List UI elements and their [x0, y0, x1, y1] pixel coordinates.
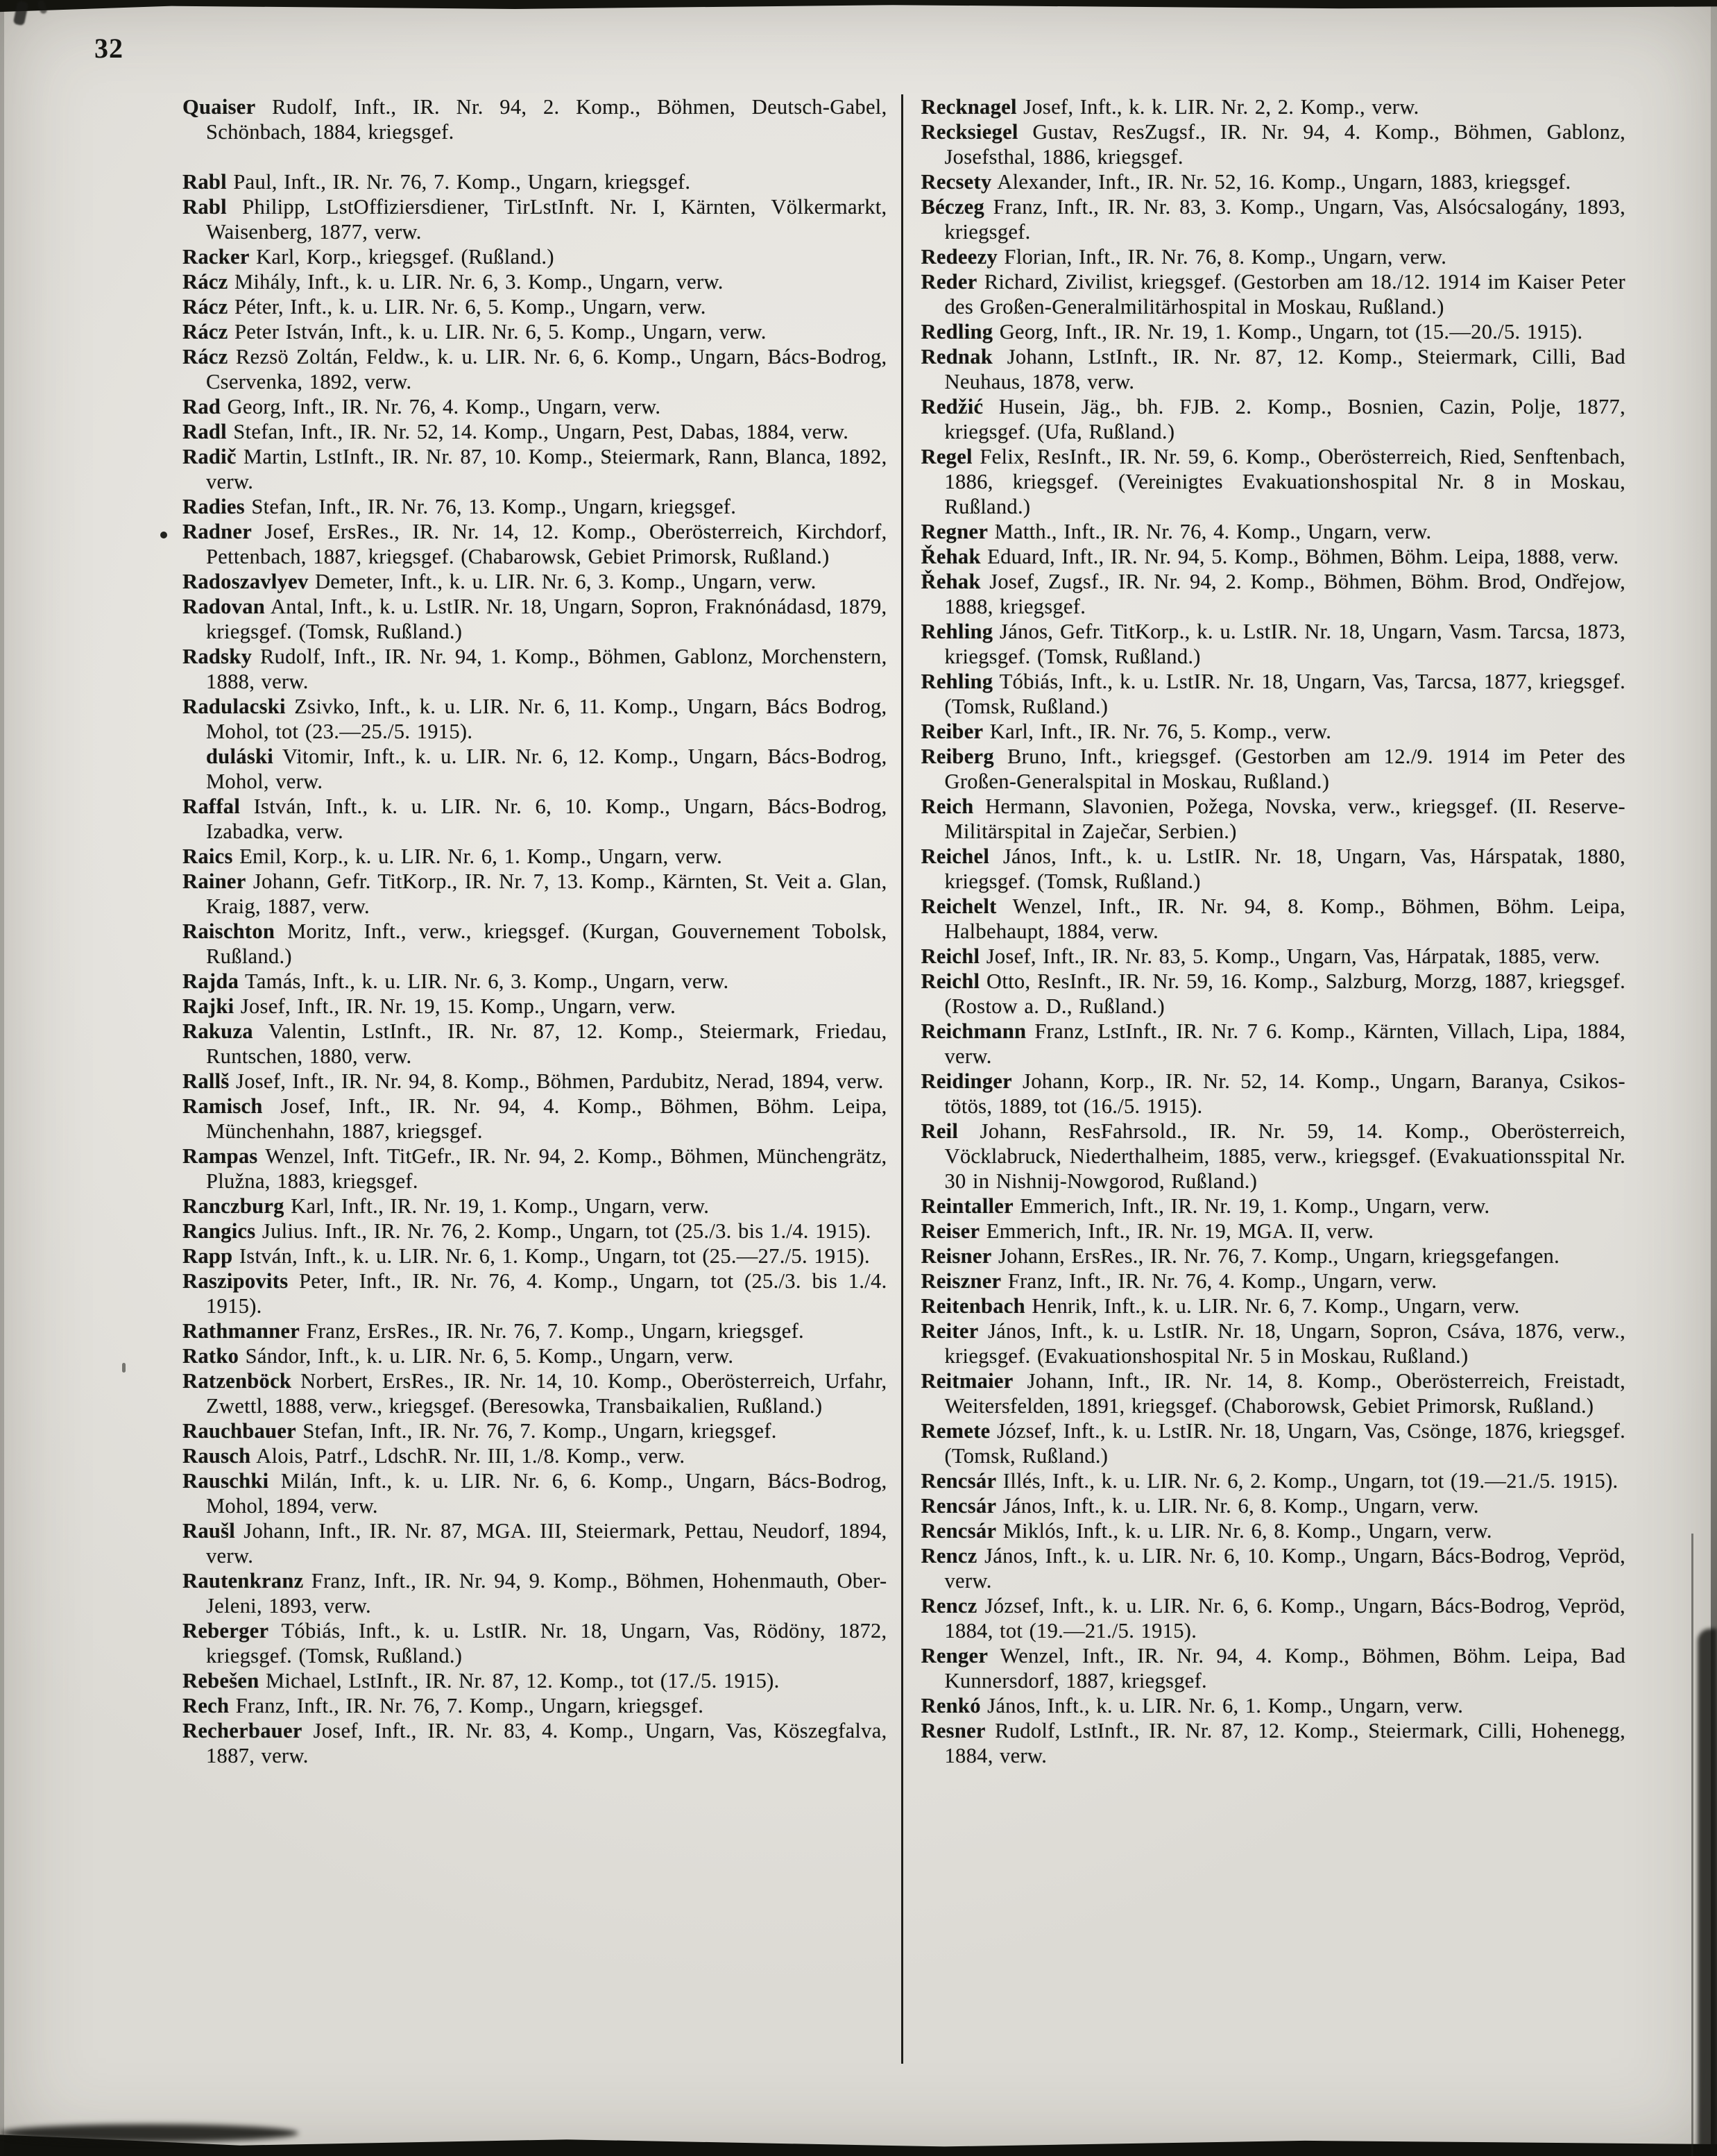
casualty-entry — [182, 1194, 887, 1219]
casualty-entry — [182, 994, 887, 1019]
casualty-entry — [921, 744, 1626, 794]
casualty-entry — [921, 1293, 1626, 1318]
casualty-entry — [921, 1219, 1626, 1243]
entry-details: Julius. Inft., IR. Nr. 76, 2. Komp., Ungarn, tot (25./3. bis 1./4. 1915). — [255, 1219, 871, 1243]
entry-details: István, Inft., k. u. LIR. Nr. 6, 10. Komp., Ungarn, Bács-Bodrog, Izabadka, verw. — [206, 795, 887, 843]
entry-details: Felix, ResInft., IR. Nr. 59, 6. Komp., Oberösterreich, Ried, Senftenbach, 1886, kriegsgef. (Vereinigtes Evakuationshospital Nr. 8 in Moskau, Rußland.) — [944, 445, 1625, 518]
entry-surname: Raszipovits — [182, 1269, 289, 1293]
entry-surname: Ramisch — [182, 1094, 263, 1118]
entry-surname: Reiter — [921, 1319, 979, 1343]
casualty-entry — [182, 1094, 887, 1144]
casualty-entry — [182, 244, 887, 269]
entry-surname: Redžić — [921, 395, 984, 418]
casualty-entry — [182, 494, 887, 519]
entry-details: Franz, Inft., IR. Nr. 76, 7. Komp., Ungarn, kriegsgef. — [229, 1694, 704, 1717]
entry-details: Franz, Inft., IR. Nr. 83, 3. Komp., Ungarn, Vas, Alsócsalogány, 1893, kriegsgef. — [944, 195, 1625, 244]
entry-surname: Resner — [921, 1719, 986, 1742]
entry-surname: Recknagel — [921, 95, 1017, 119]
entry-details: Josef, ErsRes., IR. Nr. 14, 12. Komp., Oberösterreich, Kirchdorf, Pettenbach, 1887, kriegsgef. (Chabarowsk, Gebiet Primorsk, Rußland.) — [206, 520, 887, 568]
entry-details: Demeter, Inft., k. u. LIR. Nr. 6, 3. Komp., Ungarn, verw. — [308, 570, 817, 593]
casualty-entry — [921, 1718, 1626, 1768]
casualty-entry — [182, 1418, 887, 1443]
entry-details: Alois, Patrf., LdschR. Nr. III, 1./8. Komp., verw. — [250, 1444, 685, 1468]
casualty-entry — [921, 1468, 1626, 1493]
casualty-entry — [182, 594, 887, 644]
casualty-entry — [182, 444, 887, 494]
page-number: 32 — [94, 33, 123, 64]
entry-surname: Rabl — [182, 195, 227, 219]
entry-surname: Béczeg — [921, 195, 985, 219]
entry-details: Henrik, Inft., k. u. LIR. Nr. 6, 7. Komp., Ungarn, verw. — [1025, 1294, 1520, 1318]
entry-details: Josef, Inft., IR. Nr. 83, 4. Komp., Ungarn, Vas, Köszegfalva, 1887, verw. — [206, 1719, 887, 1767]
entry-surname: Redling — [921, 320, 993, 343]
casualty-entry — [182, 1019, 887, 1069]
scan-edge-top — [0, 0, 1717, 12]
casualty-entry — [182, 394, 887, 419]
entry-surname: Radoszavlyev — [182, 570, 309, 593]
casualty-entry — [921, 1493, 1626, 1518]
entry-surname: Rehling — [921, 620, 993, 643]
entry-surname: Raušl — [182, 1519, 236, 1543]
casualty-entry — [182, 744, 887, 794]
entry-surname: Rácz — [182, 270, 228, 294]
casualty-entry — [182, 344, 887, 394]
casualty-entry — [921, 269, 1626, 319]
entry-surname: Radl — [182, 420, 227, 443]
casualty-entry — [182, 1368, 887, 1418]
casualty-entry — [921, 244, 1626, 269]
casualty-entry — [921, 1243, 1626, 1268]
entry-details: Richard, Zivilist, kriegsgef. (Gestorben am 18./12. 1914 im Kaiser Peter des Großen-Generalmilitärhospital in Moskau, Rußland.) — [944, 270, 1625, 319]
entry-details: Eduard, Inft., IR. Nr. 94, 5. Komp., Böhmen, Böhm. Leipa, 1888, verw. — [980, 545, 1619, 568]
entry-surname: Rangics — [182, 1219, 256, 1243]
entry-surname: Reitenbach — [921, 1294, 1025, 1318]
entry-details: Franz, LstInft., IR. Nr. 7 6. Komp., Kärnten, Villach, Lipa, 1884, verw. — [944, 1019, 1625, 1068]
entry-surname: Ratzenböck — [182, 1369, 292, 1393]
entry-surname: Reidinger — [921, 1069, 1012, 1093]
scan-edge-left — [0, 0, 4, 2156]
entry-surname: Rauschki — [182, 1469, 269, 1493]
entry-details: Zsivko, Inft., k. u. LIR. Nr. 6, 11. Komp., Ungarn, Bács Bodrog, Mohol, tot (23.—25./5. 1915). — [206, 695, 887, 743]
casualty-entry — [182, 419, 887, 444]
entry-surname: Reitmaier — [921, 1369, 1014, 1393]
entry-surname: Rautenkranz — [182, 1569, 304, 1593]
entry-details: Franz, Inft., IR. Nr. 76, 4. Komp., Ungarn, verw. — [1001, 1269, 1437, 1293]
entry-details: János, Gefr. TitKorp., k. u. LstIR. Nr. 18, Ungarn, Vasm. Tarcsa, 1873, kriegsgef. (Tomsk, Rußland.) — [944, 620, 1625, 668]
entry-details: Karl, Korp., kriegsgef. (Rußland.) — [249, 245, 554, 269]
entry-surname: Rencz — [921, 1594, 977, 1618]
casualty-entry — [182, 1268, 887, 1318]
casualty-list — [182, 94, 1625, 2064]
entry-details: Alexander, Inft., IR. Nr. 52, 16. Komp., Ungarn, 1883, kriegsgef. — [991, 170, 1571, 194]
entry-details: Josef, Zugsf., IR. Nr. 94, 2. Komp., Böhmen, Böhm. Brod, Ondřejow, 1888, kriegsgef. — [944, 570, 1625, 618]
entry-surname: Rencz — [921, 1544, 977, 1568]
entry-details: Stefan, Inft., IR. Nr. 52, 14. Komp., Ungarn, Pest, Dabas, 1884, verw. — [226, 420, 849, 443]
entry-details: Josef, Inft., IR. Nr. 83, 5. Komp., Ungarn, Vas, Hárpatak, 1885, verw. — [980, 944, 1600, 968]
entry-surname: Rednak — [921, 345, 993, 368]
entry-surname: Reiser — [921, 1219, 980, 1243]
casualty-entry — [921, 1518, 1626, 1543]
casualty-entry — [921, 969, 1626, 1019]
entry-details: Josef, Inft., IR. Nr. 94, 4. Komp., Böhmen, Böhm. Leipa, Münchenhahn, 1887, kriegsgef. — [206, 1094, 887, 1143]
column-divider — [901, 94, 903, 2064]
casualty-entry — [182, 1443, 887, 1468]
left-column — [182, 94, 887, 2064]
entry-details: Miklós, Inft., k. u. LIR. Nr. 6, 8. Komp., Ungarn, verw. — [996, 1519, 1492, 1543]
casualty-entry — [182, 644, 887, 694]
entry-details: Georg, Inft., IR. Nr. 19, 1. Komp., Ungarn, tot (15.—20./5. 1915). — [993, 320, 1583, 343]
entry-surname: Reichel — [921, 844, 990, 868]
scan-corner-bottom-right — [1698, 1629, 1717, 2156]
entry-details: Karl, Inft., IR. Nr. 76, 5. Komp., verw. — [983, 720, 1332, 743]
entry-surname: Rácz — [182, 320, 228, 343]
entry-surname: Rainer — [182, 869, 246, 893]
entry-details: Emmerich, Inft., IR. Nr. 19, 1. Komp., Ungarn, verw. — [1013, 1194, 1490, 1218]
casualty-entry — [182, 1618, 887, 1668]
casualty-entry — [921, 1194, 1626, 1219]
entry-surname: Radulacski — [182, 695, 286, 718]
casualty-entry — [182, 519, 887, 569]
casualty-entry — [182, 1243, 887, 1268]
entry-details: Michael, LstInft., IR. Nr. 87, 12. Komp., tot (17./5. 1915). — [259, 1669, 780, 1692]
entry-details: Josef, Inft., k. k. LIR. Nr. 2, 2. Komp., verw. — [1016, 95, 1419, 119]
entry-surname: Reichl — [921, 944, 980, 968]
entry-surname: Reisner — [921, 1244, 992, 1268]
casualty-entry — [921, 194, 1626, 244]
entry-surname: Rebešen — [182, 1669, 259, 1692]
casualty-entry — [921, 1543, 1626, 1593]
entry-surname: Reich — [921, 795, 974, 818]
casualty-entry — [921, 394, 1626, 444]
entry-details: Péter, Inft., k. u. LIR. Nr. 6, 5. Komp., Ungarn, verw. — [228, 295, 706, 319]
casualty-entry — [182, 1518, 887, 1568]
entry-surname: Recsety — [921, 170, 992, 194]
casualty-entry — [182, 694, 887, 744]
entry-details: Tóbiás, Inft., k. u. LstIR. Nr. 18, Ungarn, Vas, Tarcsa, 1877, kriegsgef. (Tomsk, Rußland.) — [944, 670, 1625, 718]
entry-details: Peter, Inft., IR. Nr. 76, 4. Komp., Ungarn, tot (25./3. bis 1./4. 1915). — [206, 1269, 887, 1318]
entry-details: Georg, Inft., IR. Nr. 76, 4. Komp., Ungarn, verw. — [221, 395, 661, 418]
entry-details: Moritz, Inft., verw., kriegsgef. (Kurgan, Gouvernement Tobolsk, Rußland.) — [206, 919, 887, 968]
entry-surname: Recksiegel — [921, 120, 1018, 144]
entry-surname: Ratko — [182, 1344, 239, 1368]
entry-surname: Řehak — [921, 545, 981, 568]
entry-surname: Recherbauer — [182, 1719, 302, 1742]
entry-surname: Radovan — [182, 595, 266, 618]
entry-surname: Rehling — [921, 670, 993, 693]
entry-details: János, Inft., k. u. LIR. Nr. 6, 8. Komp., Ungarn, verw. — [996, 1494, 1479, 1518]
casualty-entry — [921, 1069, 1626, 1119]
entry-details: Franz, ErsRes., IR. Nr. 76, 7. Komp., Ungarn, kriegsgef. — [300, 1319, 804, 1343]
entry-surname: Rencsár — [921, 1519, 997, 1543]
entry-surname: Rencsár — [921, 1494, 997, 1518]
casualty-entry — [921, 119, 1626, 169]
entry-surname: Raffal — [182, 795, 241, 818]
casualty-entry — [921, 719, 1626, 744]
entry-details: Tóbiás, Inft., k. u. LstIR. Nr. 18, Ungarn, Vas, Rödöny, 1872, kriegsgef. (Tomsk, Rußland.) — [206, 1619, 887, 1667]
entry-surname: duláski — [206, 745, 274, 768]
entry-surname: Rausch — [182, 1444, 251, 1468]
entry-surname: Redeezy — [921, 245, 998, 269]
casualty-entry — [921, 944, 1626, 969]
entry-details: József, Inft., k. u. LIR. Nr. 6, 6. Komp., Ungarn, Bács-Bodrog, Vepröd, 1884, tot (19.—21./5. 1915). — [944, 1594, 1625, 1643]
entry-details: Tamás, Inft., k. u. LIR. Nr. 6, 3. Komp., Ungarn, verw. — [239, 969, 729, 993]
entry-details: János, Inft., k. u. LstIR. Nr. 18, Ungarn, Sopron, Csáva, 1876, verw., kriegsgef. (Evakuationshospital Nr. 5 in Moskau, Rußland.) — [944, 1319, 1625, 1368]
casualty-entry — [921, 319, 1626, 344]
casualty-entry — [182, 869, 887, 919]
casualty-entry — [182, 1693, 887, 1718]
casualty-entry — [921, 94, 1626, 119]
entry-surname: Racker — [182, 245, 250, 269]
entry-surname: Reichelt — [921, 894, 997, 918]
casualty-entry — [182, 319, 887, 344]
casualty-entry — [182, 1568, 887, 1618]
entry-surname: Rallš — [182, 1069, 230, 1093]
entry-surname: Reintaller — [921, 1194, 1014, 1218]
right-column — [921, 94, 1626, 2064]
entry-details: Rudolf, LstInft., IR. Nr. 87, 12. Komp., Steiermark, Cilli, Hohenegg, 1884, verw. — [944, 1719, 1625, 1767]
casualty-entry — [921, 669, 1626, 719]
entry-details: János, Inft., k. u. LIR. Nr. 6, 10. Komp., Ungarn, Bács-Bodrog, Vepröd, verw. — [944, 1544, 1625, 1593]
entry-surname: Rampas — [182, 1144, 258, 1168]
entry-details: Martin, LstInft., IR. Nr. 87, 10. Komp., Steiermark, Rann, Blanca, 1892, verw. — [206, 445, 887, 493]
entry-details: Wenzel, Inft. TitGefr., IR. Nr. 94, 2. Komp., Böhmen, Münchengrätz, Plužna, 1883, kriegsgef. — [206, 1144, 887, 1193]
entry-surname: Reiber — [921, 720, 984, 743]
casualty-entry — [921, 794, 1626, 844]
entry-surname: Radner — [182, 520, 253, 543]
casualty-entry — [921, 569, 1626, 619]
entry-surname: Renger — [921, 1644, 989, 1667]
casualty-entry — [921, 894, 1626, 944]
casualty-entry — [182, 969, 887, 994]
entry-details: Karl, Inft., IR. Nr. 19, 1. Komp., Ungarn, verw. — [284, 1194, 710, 1218]
entry-surname: Rakuza — [182, 1019, 253, 1043]
entry-surname: Raics — [182, 844, 233, 868]
casualty-entry — [921, 619, 1626, 669]
casualty-entry — [182, 919, 887, 969]
entry-surname: Rathmanner — [182, 1319, 300, 1343]
entry-details: Otto, ResInft., IR. Nr. 59, 16. Komp., Salzburg, Morzg, 1887, kriegsgef. (Rostow a. D., Rußland.) — [944, 969, 1625, 1018]
entry-details: Vitomir, Inft., k. u. LIR. Nr. 6, 12. Komp., Ungarn, Bács-Bodrog, Mohol, verw. — [206, 745, 887, 793]
entry-details: Rudolf, Inft., IR. Nr. 94, 2. Komp., Böhmen, Deutsch-Gabel, Schönbach, 1884, kriegsgef. — [206, 95, 887, 144]
entry-details: Sándor, Inft., k. u. LIR. Nr. 6, 5. Komp., Ungarn, verw. — [239, 1344, 734, 1368]
entry-details: Gustav, ResZugsf., IR. Nr. 94, 4. Komp., Böhmen, Gablonz, Josefsthal, 1886, kriegsgef. — [944, 120, 1625, 169]
entry-surname: Reder — [921, 270, 977, 294]
entry-surname: Regner — [921, 520, 989, 543]
casualty-entry — [921, 169, 1626, 194]
entry-details: Rezsö Zoltán, Feldw., k. u. LIR. Nr. 6, 6. Komp., Ungarn, Bács-Bodrog, Cservenka, 1892, verw. — [206, 345, 887, 393]
entry-details: Paul, Inft., IR. Nr. 76, 7. Komp., Ungarn, kriegsgef. — [226, 170, 691, 194]
entry-details: Illés, Inft., k. u. LIR. Nr. 6, 2. Komp., Ungarn, tot (19.—21./5. 1915). — [996, 1469, 1618, 1493]
entry-details: Wenzel, Inft., IR. Nr. 94, 8. Komp., Böhmen, Böhm. Leipa, Halbehaupt, 1884, verw. — [944, 894, 1625, 943]
entry-details: Wenzel, Inft., IR. Nr. 94, 4. Komp., Böhmen, Böhm. Leipa, Bad Kunnersdorf, 1887, kriegsgef. — [944, 1644, 1625, 1692]
entry-surname: Radič — [182, 445, 237, 468]
entry-surname: Rad — [182, 395, 221, 418]
entry-details: Johann, Gefr. TitKorp., IR. Nr. 7, 13. Komp., Kärnten, St. Veit a. Glan, Kraig, 1887, verw. — [206, 869, 887, 918]
entry-surname: Rácz — [182, 295, 228, 319]
entry-details: Johann, Inft., IR. Nr. 87, MGA. III, Steiermark, Pettau, Neudorf, 1894, verw. — [206, 1519, 887, 1568]
entry-details: Johann, ResFahrsold., IR. Nr. 59, 14. Komp., Oberösterreich, Vöcklabruck, Niederthalheim, 1885, verw., kriegsgef. (Evakuationsspital Nr. 30 in Nishnij-Nowgorod, Rußland.) — [944, 1119, 1625, 1193]
entry-details: Johann, Inft., IR. Nr. 14, 8. Komp., Oberösterreich, Freistadt, Weitersfelden, 1891, kriegsgef. (Chaborowsk, Gebiet Primorsk, Rußland.) — [944, 1369, 1625, 1418]
casualty-entry — [182, 294, 887, 319]
entry-details: Johann, Korp., IR. Nr. 52, 14. Komp., Ungarn, Baranya, Csikos-tötös, 1889, tot (16./5. 1915). — [944, 1069, 1625, 1118]
casualty-entry — [182, 1069, 887, 1094]
entry-surname: Reiszner — [921, 1269, 1002, 1293]
entry-surname: Quaiser — [182, 95, 256, 119]
entry-surname: Regel — [921, 445, 973, 468]
entry-details: Stefan, Inft., IR. Nr. 76, 7. Komp., Ungarn, kriegsgef. — [296, 1419, 777, 1443]
entry-details: Mihály, Inft., k. u. LIR. Nr. 6, 3. Komp., Ungarn, verw. — [228, 270, 724, 294]
entry-details: Johann, LstInft., IR. Nr. 87, 12. Komp., Steiermark, Cilli, Bad Neuhaus, 1878, verw. — [944, 345, 1625, 393]
casualty-entry — [921, 544, 1626, 569]
entry-surname: Reichmann — [921, 1019, 1027, 1043]
entry-details: Josef, Inft., IR. Nr. 94, 8. Komp., Böhmen, Pardubitz, Nerad, 1894, verw. — [229, 1069, 884, 1093]
entry-surname: Řehak — [921, 570, 981, 593]
casualty-entry — [921, 1019, 1626, 1069]
casualty-entry — [921, 1418, 1626, 1468]
entry-surname: Rauchbauer — [182, 1419, 296, 1443]
entry-surname: Reil — [921, 1119, 959, 1143]
casualty-entry — [921, 519, 1626, 544]
entry-surname: Rácz — [182, 345, 228, 368]
casualty-entry — [182, 1144, 887, 1194]
casualty-entry — [921, 444, 1626, 519]
entry-details: Philipp, LstOffiziersdiener, TirLstInft. Nr. I, Kärnten, Völkermarkt, Waisenberg, 1877, verw. — [206, 195, 887, 244]
scan-blot-bottom-left — [0, 2124, 298, 2142]
entry-details: József, Inft., k. u. LstIR. Nr. 18, Ungarn, Vas, Csönge, 1876, kriegsgef. (Tomsk, Rußland.) — [944, 1419, 1625, 1468]
casualty-entry — [921, 844, 1626, 894]
entry-surname: Rapp — [182, 1244, 233, 1268]
entry-details: Johann, ErsRes., IR. Nr. 76, 7. Komp., Ungarn, kriegsgefangen. — [991, 1244, 1560, 1268]
entry-details: Antal, Inft., k. u. LstIR. Nr. 18, Ungarn, Sopron, Fraknónádasd, 1879, kriegsgef. (Tomsk, Rußland.) — [206, 595, 887, 643]
casualty-entry — [182, 94, 887, 144]
casualty-entry — [182, 1219, 887, 1243]
casualty-entry — [921, 1318, 1626, 1368]
casualty-entry — [182, 269, 887, 294]
entry-surname: Reberger — [182, 1619, 269, 1643]
entry-surname: Raischton — [182, 919, 275, 943]
entry-surname: Reiberg — [921, 745, 994, 768]
casualty-entry — [182, 1468, 887, 1518]
entry-surname: Rencsár — [921, 1469, 997, 1493]
entry-details: Stefan, Inft., IR. Nr. 76, 13. Komp., Ungarn, kriegsgef. — [244, 495, 737, 518]
casualty-entry — [921, 1593, 1626, 1643]
ink-speck — [122, 1363, 126, 1373]
casualty-entry — [921, 1119, 1626, 1194]
casualty-entry — [182, 1318, 887, 1343]
casualty-entry — [182, 169, 887, 194]
entry-surname: Remete — [921, 1419, 991, 1443]
casualty-entry — [921, 344, 1626, 394]
casualty-entry — [921, 1643, 1626, 1693]
entry-details: Franz, Inft., IR. Nr. 94, 9. Komp., Böhmen, Hohenmauth, Ober-Jeleni, 1893, verw. — [206, 1569, 887, 1618]
casualty-entry — [182, 1668, 887, 1693]
entry-surname: Reichl — [921, 969, 980, 993]
entry-details: Hermann, Slavonien, Požega, Novska, verw., kriegsgef. (II. Reserve-Militärspital in Zaječar, Serbien.) — [944, 795, 1625, 843]
casualty-entry — [182, 569, 887, 594]
ink-speck — [160, 532, 167, 538]
entry-details: Emmerich, Inft., IR. Nr. 19, MGA. II, verw. — [980, 1219, 1374, 1243]
entry-surname: Rajki — [182, 994, 234, 1018]
entry-details: Valentin, LstInft., IR. Nr. 87, 12. Komp., Steiermark, Friedau, Runtschen, 1880, verw. — [206, 1019, 887, 1068]
casualty-entry — [182, 194, 887, 244]
casualty-entry — [921, 1693, 1626, 1718]
entry-details: Rudolf, Inft., IR. Nr. 94, 1. Komp., Böhmen, Gablonz, Morchenstern, 1888, verw. — [206, 645, 887, 693]
entry-details: Milán, Inft., k. u. LIR. Nr. 6, 6. Komp., Ungarn, Bács-Bodrog, Mohol, 1894, verw. — [206, 1469, 887, 1518]
entry-details: Florian, Inft., IR. Nr. 76, 8. Komp., Ungarn, verw. — [998, 245, 1447, 269]
entry-details: Emil, Korp., k. u. LIR. Nr. 6, 1. Komp., Ungarn, verw. — [232, 844, 722, 868]
scan-scratch-right — [1691, 1534, 1693, 2156]
entry-details: Husein, Jäg., bh. FJB. 2. Komp., Bosnien, Cazin, Polje, 1877, kriegsgef. (Ufa, Rußland.) — [944, 395, 1625, 443]
entry-surname: Ranczburg — [182, 1194, 284, 1218]
entry-details: János, Inft., k. u. LstIR. Nr. 18, Ungarn, Vas, Hárspatak, 1880, kriegsgef. (Tomsk, Rußland.) — [944, 844, 1625, 893]
entry-details: János, Inft., k. u. LIR. Nr. 6, 1. Komp., Ungarn, verw. — [980, 1694, 1464, 1717]
entry-details: Bruno, Inft., kriegsgef. (Gestorben am 12./9. 1914 im Peter des Großen-Generalspital in Moskau, Rußland.) — [944, 745, 1625, 793]
casualty-entry — [182, 1343, 887, 1368]
entry-surname: Renkó — [921, 1694, 981, 1717]
casualty-entry — [921, 1268, 1626, 1293]
entry-surname: Rech — [182, 1694, 230, 1717]
casualty-entry — [182, 844, 887, 869]
entry-details: Josef, Inft., IR. Nr. 19, 15. Komp., Ungarn, verw. — [234, 994, 676, 1018]
casualty-entry — [921, 1368, 1626, 1418]
entry-surname: Radies — [182, 495, 245, 518]
entry-details: István, Inft., k. u. LIR. Nr. 6, 1. Komp., Ungarn, tot (25.—27./5. 1915). — [232, 1244, 870, 1268]
casualty-entry — [182, 794, 887, 844]
entry-surname: Rajda — [182, 969, 239, 993]
entry-surname: Radsky — [182, 645, 253, 668]
entry-details: Matth., Inft., IR. Nr. 76, 4. Komp., Ungarn, verw. — [988, 520, 1432, 543]
casualty-entry — [182, 1718, 887, 1768]
entry-details: Norbert, ErsRes., IR. Nr. 14, 10. Komp., Oberösterreich, Urfahr, Zwettl, 1888, verw., kriegsgef. (Beresowka, Transbaikalien, Rußland.) — [206, 1369, 887, 1418]
entry-details: Peter István, Inft., k. u. LIR. Nr. 6, 5. Komp., Ungarn, verw. — [228, 320, 767, 343]
entry-surname: Rabl — [182, 170, 227, 194]
